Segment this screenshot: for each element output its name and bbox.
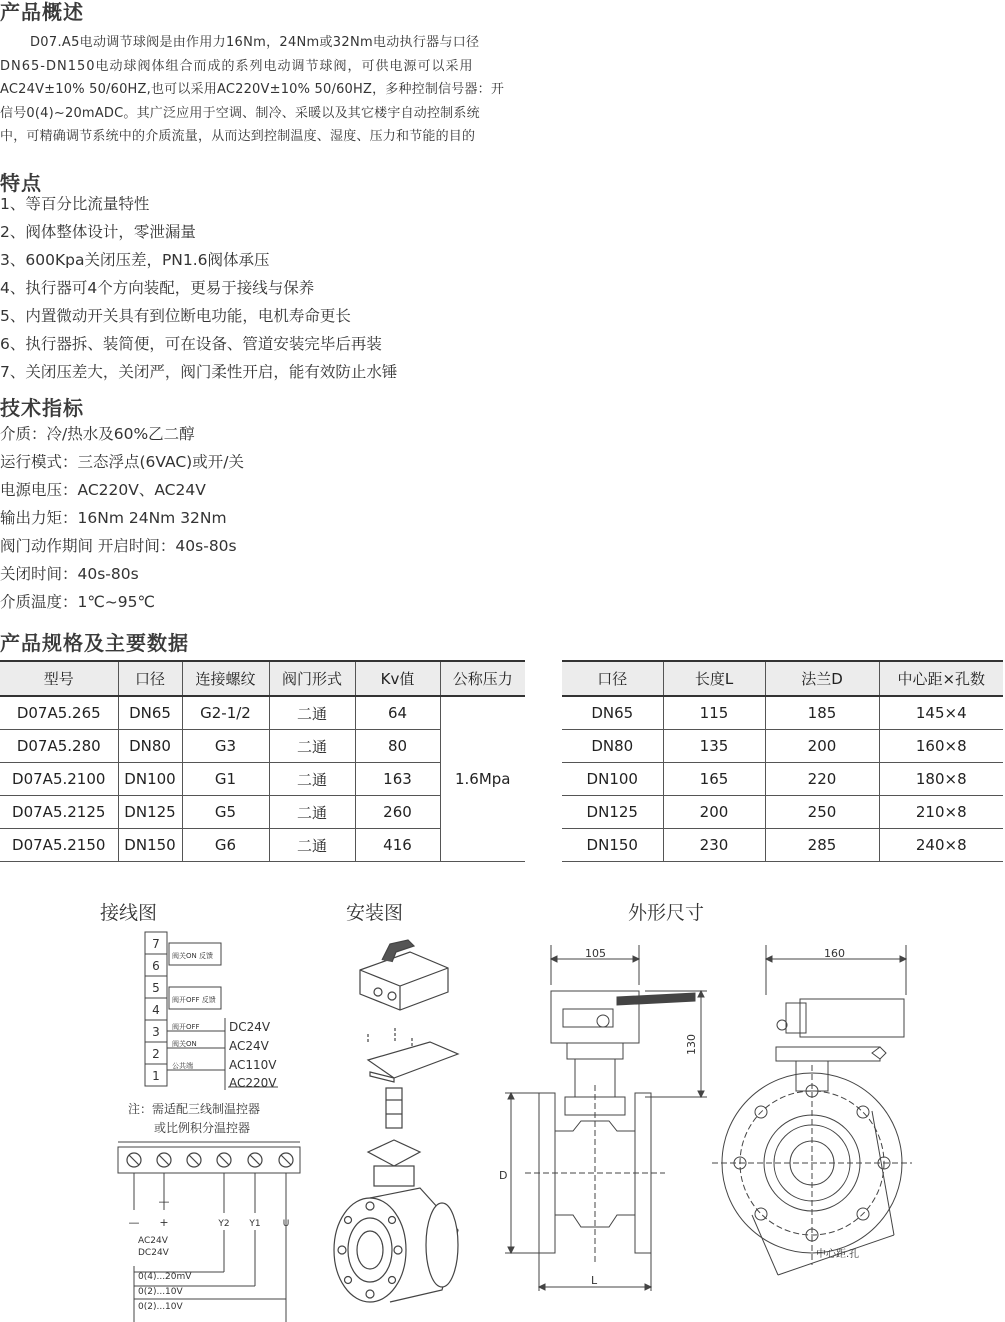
- column-header: 法兰D: [765, 661, 879, 696]
- terminal-label: Y1: [249, 1219, 261, 1229]
- dimension-label: 160: [824, 947, 845, 960]
- terminal-label: +: [159, 1216, 169, 1229]
- table-cell: D07A5.265: [0, 696, 118, 730]
- table-row: [562, 829, 1003, 862]
- dimension-label: D: [499, 1169, 508, 1182]
- dimension-label: 105: [585, 947, 606, 960]
- signal-label: 0(2)...10V: [138, 1302, 183, 1312]
- table-row: [562, 730, 1003, 763]
- mounting-bracket: [368, 1042, 458, 1078]
- terminal-label: U: [282, 1219, 290, 1229]
- power-label: DC24V: [138, 1248, 169, 1258]
- model-spec-table: [0, 660, 525, 862]
- table-cell: 260: [355, 796, 440, 829]
- table-cell: DN125: [118, 796, 182, 829]
- wire-label: 阀关ON 反馈: [172, 952, 213, 960]
- table-cell: 240×8: [879, 829, 1003, 862]
- wiring-note: 或比例积分温控器: [154, 1121, 251, 1135]
- table-cell: 210×8: [879, 796, 1003, 829]
- power-label: AC24V: [138, 1236, 168, 1246]
- feature-item: 6、执行器拆、装简便，可在设备、管道安装完毕后再装: [0, 335, 382, 353]
- table-cell: 80: [355, 730, 440, 763]
- terminal-number: 4: [152, 1003, 160, 1017]
- voltage-label: AC24V: [229, 1039, 269, 1053]
- side-view-drawing: [495, 935, 710, 1295]
- dimension-table: [562, 660, 1003, 862]
- table-row: [562, 696, 1003, 730]
- wing-nut-icon: [872, 1047, 886, 1059]
- table-cell: D07A5.2150: [0, 829, 118, 862]
- actuator-front: [800, 999, 904, 1037]
- table-cell: 220: [765, 763, 879, 796]
- table-cell: G5: [182, 796, 269, 829]
- table-cell: DN80: [562, 730, 663, 763]
- terminal-number: 7: [152, 937, 160, 951]
- spec-item: 输出力矩：16Nm 24Nm 32Nm: [0, 509, 227, 527]
- feature-item: 2、阀体整体设计，零泄漏量: [0, 223, 196, 241]
- voltage-label: AC110V: [229, 1058, 277, 1072]
- wire-label: 阀开OFF 反馈: [172, 996, 216, 1004]
- terminal-number: 2: [152, 1047, 160, 1061]
- spec-item: 介质：冷/热水及60%乙二醇: [0, 425, 195, 443]
- table-cell: DN65: [118, 696, 182, 730]
- signal-label: 0(4)...20mV: [138, 1272, 192, 1282]
- specs-title: 技术指标: [0, 396, 84, 420]
- dimension-label: L: [591, 1274, 598, 1287]
- spec-item: 关闭时间：40s-80s: [0, 565, 139, 583]
- table-cell: DN125: [562, 796, 663, 829]
- voltage-label: DC24V: [229, 1020, 271, 1034]
- table-cell: DN150: [562, 829, 663, 862]
- column-header: 公称压力: [440, 661, 525, 696]
- feature-item: 1、等百分比流量特性: [0, 195, 150, 213]
- table-cell: 250: [765, 796, 879, 829]
- overview-paragraph: [0, 31, 528, 149]
- dimension-label: 中心距.孔: [816, 1249, 860, 1260]
- pressure-cell: 1.6Mpa: [440, 696, 525, 862]
- actuator-body: [360, 952, 448, 1010]
- overview-line: AC24V±10% 50/60HZ,也可以采用AC220V±10% 50/60HZ，多种控制信号器：开: [0, 82, 505, 97]
- table-cell: 165: [663, 763, 765, 796]
- column-header: 型号: [0, 661, 118, 696]
- table-header-row: [562, 661, 1003, 696]
- terminal-number: 1: [152, 1069, 160, 1083]
- stem-coupling: [386, 1088, 402, 1128]
- wiring-note: 注：需适配三线制温控器: [128, 1102, 261, 1116]
- specs-list: [0, 420, 244, 616]
- spec-item: 阀门动作期间 开启时间：40s-80s: [0, 537, 237, 555]
- feature-item: 5、内置微动开关具有到位断电功能，电机寿命更长: [0, 307, 351, 325]
- table-header-row: [0, 661, 525, 696]
- wire-label: 公共端: [172, 1062, 193, 1070]
- table-cell: 285: [765, 829, 879, 862]
- terminal-number: 6: [152, 959, 160, 973]
- table-cell: 145×4: [879, 696, 1003, 730]
- table-cell: DN150: [118, 829, 182, 862]
- table-cell: G3: [182, 730, 269, 763]
- table-cell: G6: [182, 829, 269, 862]
- signal-label: 0(2)...10V: [138, 1287, 183, 1297]
- terminal-number: 3: [152, 1025, 160, 1039]
- table-cell: D07A5.2125: [0, 796, 118, 829]
- table-cell: D07A5.2100: [0, 763, 118, 796]
- terminal-screws: [127, 1153, 293, 1167]
- table-cell: D07A5.280: [0, 730, 118, 763]
- table-row: [0, 696, 525, 730]
- terminal-label: —: [158, 1195, 170, 1208]
- terminal-label: —: [128, 1216, 140, 1229]
- feature-item: 7、关闭压差大，关闭严，阀门柔性开启，能有效防止水锤: [0, 363, 398, 381]
- table-row: [562, 796, 1003, 829]
- column-header: 口径: [562, 661, 663, 696]
- overview-line: D07.A5电动调节球阀是由作用力16Nm，24Nm或32Nm电动执行器与口径: [30, 35, 480, 50]
- install-diagram-title: 安装图: [346, 902, 404, 924]
- table-cell: DN100: [562, 763, 663, 796]
- table-cell: DN80: [118, 730, 182, 763]
- installation-diagram: [330, 930, 470, 1320]
- table-cell: 200: [765, 730, 879, 763]
- column-header: 口径: [118, 661, 182, 696]
- feature-item: 3、600Kpa关闭压差，PN1.6阀体承压: [0, 251, 270, 269]
- column-header: 连接螺纹: [182, 661, 269, 696]
- overview-line: 中，可精确调节系统中的介质流量，从而达到控制温度、湿度、压力和节能的目的: [0, 129, 476, 144]
- screw-icon: [374, 988, 382, 996]
- wire-label: 阀关ON: [172, 1040, 197, 1048]
- table-cell: 135: [663, 730, 765, 763]
- column-header: 阀门形式: [269, 661, 355, 696]
- table-cell: 二通: [269, 730, 355, 763]
- table-cell: G2-1/2: [182, 696, 269, 730]
- table-cell: 160×8: [879, 730, 1003, 763]
- dimension-label: 130: [685, 1034, 698, 1055]
- table-cell: 115: [663, 696, 765, 730]
- table-cell: 二通: [269, 696, 355, 730]
- table-cell: 416: [355, 829, 440, 862]
- wire-label: 阀开OFF: [172, 1023, 200, 1031]
- overview-line: 信号0(4)~20mADC。其广泛应用于空调、制冷、采暖以及其它楼宇自动控制系统: [0, 105, 480, 121]
- wiring-diagram: [110, 930, 310, 1322]
- table-row: [562, 763, 1003, 796]
- terminal-number: 5: [152, 981, 160, 995]
- column-header: 长度L: [663, 661, 765, 696]
- spec-item: 运行模式：三态浮点(6VAC)或开/关: [0, 453, 244, 471]
- table-cell: G1: [182, 763, 269, 796]
- spec-item: 介质温度：1℃~95℃: [0, 593, 155, 611]
- table-cell: 64: [355, 696, 440, 730]
- column-header: Kv值: [355, 661, 440, 696]
- front-view-drawing: [712, 935, 912, 1285]
- table-cell: 180×8: [879, 763, 1003, 796]
- table-cell: 185: [765, 696, 879, 730]
- terminal-label: Y2: [218, 1219, 230, 1229]
- wiring-diagram-title: 接线图: [100, 902, 158, 924]
- voltage-label: AC220V: [229, 1076, 277, 1090]
- table-cell: 230: [663, 829, 765, 862]
- actuator-lever: [617, 993, 695, 1005]
- feature-item: 4、执行器可4个方向装配，更易于接线与保养: [0, 279, 315, 297]
- dimensions-diagram-title: 外形尺寸: [628, 902, 705, 924]
- table-cell: 200: [663, 796, 765, 829]
- column-header: 中心距×孔数: [879, 661, 1003, 696]
- table-cell: DN100: [118, 763, 182, 796]
- spec-item: 电源电压：AC220V、AC24V: [0, 481, 206, 499]
- valve-neck: [368, 1140, 420, 1166]
- table-cell: 二通: [269, 763, 355, 796]
- overview-line: DN65-DN150电动球阀体组合而成的系列电动调节球阀，可供电源可以采用: [0, 58, 474, 74]
- table-cell: 二通: [269, 829, 355, 862]
- features-title: 特点: [0, 171, 42, 195]
- table-cell: DN65: [562, 696, 663, 730]
- table-cell: 163: [355, 763, 440, 796]
- tables-title: 产品规格及主要数据: [0, 631, 189, 655]
- table-cell: 二通: [269, 796, 355, 829]
- overview-title: 产品概述: [0, 0, 84, 24]
- features-list: [0, 190, 397, 386]
